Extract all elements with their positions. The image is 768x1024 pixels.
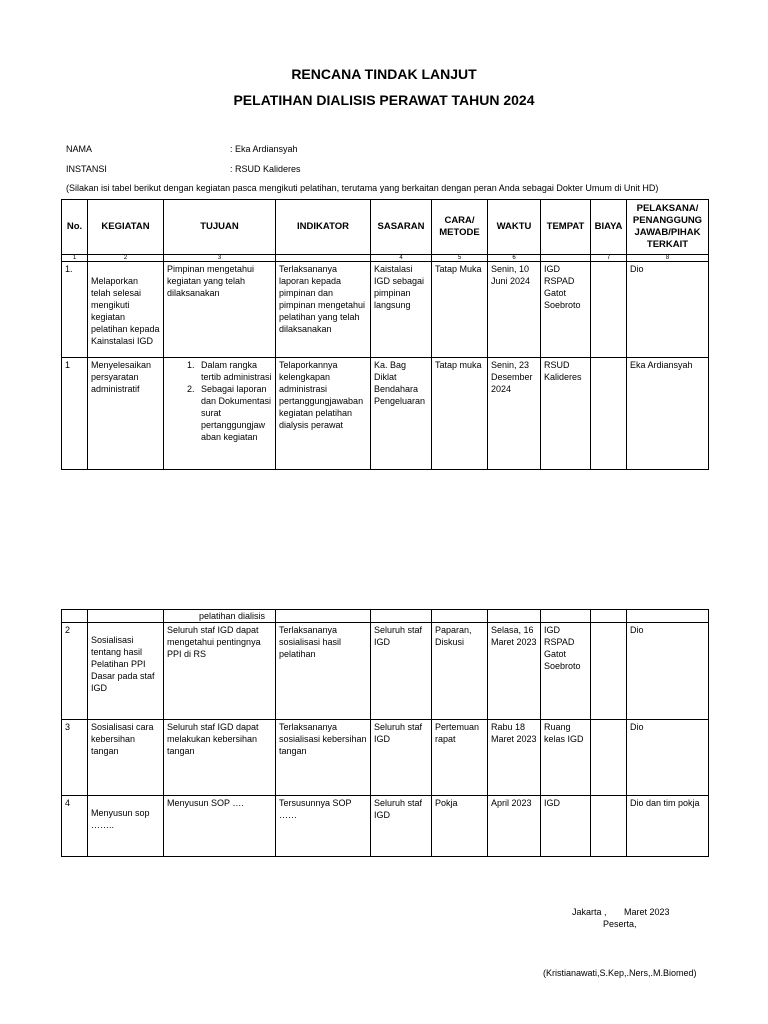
cell-tempat: IGD RSPAD Gatot Soebroto bbox=[541, 623, 591, 720]
tujuan-list bbox=[167, 359, 272, 443]
column-number: 4 bbox=[371, 255, 432, 262]
signature-role: Peserta, bbox=[603, 919, 637, 929]
plan-table bbox=[61, 199, 709, 470]
instruction-text: (Silakan isi tabel berikut dengan kegiatan pasca mengikuti pelatihan, terutama yang berkaitan dengan peran Anda sebagai Dokter Umum di Unit HD) bbox=[66, 183, 659, 193]
continuation-row bbox=[62, 610, 709, 623]
instansi-value: : RSUD Kalideres bbox=[230, 164, 301, 174]
cell-tujuan: Pimpinan mengetahui kegiatan yang telah dilaksanakan bbox=[164, 262, 276, 358]
cell-sasaran: Seluruh staf IGD bbox=[371, 796, 432, 857]
cell-metode: Pertemuan rapat bbox=[432, 720, 488, 796]
instansi-label: INSTANSI bbox=[66, 164, 107, 174]
cell-tempat: IGD RSPAD Gatot Soebroto bbox=[541, 262, 591, 358]
cell-tujuan bbox=[164, 358, 276, 470]
cell-indikator: Terlaksananya sosialisasi hasil pelatihan bbox=[276, 623, 371, 720]
cell-indikator: Terlaksananya sosialisasi kebersihan tangan bbox=[276, 720, 371, 796]
cell-tempat: RSUD Kalideres bbox=[541, 358, 591, 470]
cell-kegiatan: Melaporkan telah selesai mengikuti kegiatan pelatihan kepada Kainstalasi IGD bbox=[88, 262, 164, 358]
cell-sasaran: Seluruh staf IGD bbox=[371, 623, 432, 720]
cell-waktu: Rabu 18 Maret 2023 bbox=[488, 720, 541, 796]
cell-no: 1 bbox=[62, 358, 88, 470]
column-number bbox=[541, 255, 591, 262]
cell-indikator: Terlaksananya laporan kepada pimpinan dan pimpinan mengetahui pelatihan yang telah dilaksanakan bbox=[276, 262, 371, 358]
column-number: 8 bbox=[627, 255, 709, 262]
cell-pelaksana: Dio bbox=[627, 720, 709, 796]
cell-metode: Tatap Muka bbox=[432, 262, 488, 358]
cell-indikator: Tersusunnya SOP …… bbox=[276, 796, 371, 857]
header-no: No. bbox=[62, 200, 88, 255]
column-number-row bbox=[62, 255, 709, 262]
tujuan-list-item: 2. Sebagai laporan dan Dokumentasi surat pertanggungjaw aban kegiatan bbox=[197, 383, 272, 443]
cell-biaya bbox=[591, 796, 627, 857]
document-title: RENCANA TINDAK LANJUT bbox=[291, 66, 477, 82]
nama-label: NAMA bbox=[66, 144, 93, 154]
cell-no: 2 bbox=[62, 623, 88, 720]
cell-no: 4 bbox=[62, 796, 88, 857]
cell-pelaksana: Dio bbox=[627, 623, 709, 720]
column-number: 1 bbox=[62, 255, 88, 262]
header-waktu: WAKTU bbox=[488, 200, 541, 255]
signature-place-date: Jakarta , Maret 2023 bbox=[572, 907, 670, 917]
column-number: 7 bbox=[591, 255, 627, 262]
header-pelaksana: PELAKSANA/ PENANGGUNG JAWAB/PIHAK TERKAIT bbox=[627, 200, 709, 255]
cell-sasaran: Seluruh staf IGD bbox=[371, 720, 432, 796]
nama-value: : Eka Ardiansyah bbox=[230, 144, 298, 154]
cell-tujuan: Menyusun SOP …. bbox=[164, 796, 276, 857]
cell-waktu: Senin, 10 Juni 2024 bbox=[488, 262, 541, 358]
table-row bbox=[62, 358, 709, 470]
table-row bbox=[62, 262, 709, 358]
header-metode: CARA/ METODE bbox=[432, 200, 488, 255]
cell-biaya bbox=[591, 358, 627, 470]
cell-kegiatan: Menyelesaikan persyaratan administratif bbox=[88, 358, 164, 470]
plan-table-continued bbox=[61, 609, 709, 857]
cell-waktu: Senin, 23 Desember 2024 bbox=[488, 358, 541, 470]
column-number: 3 bbox=[164, 255, 276, 262]
cell-no: 1. bbox=[62, 262, 88, 358]
cell-kegiatan: Sosialisasi tentang hasil Pelatihan PPI Dasar pada staf IGD bbox=[88, 623, 164, 720]
cell-waktu: Selasa, 16 Maret 2023 bbox=[488, 623, 541, 720]
cell-kegiatan: Menyusun sop …….. bbox=[88, 796, 164, 857]
cell-pelaksana: Eka Ardiansyah bbox=[627, 358, 709, 470]
cell-pelaksana: Dio dan tim pokja bbox=[627, 796, 709, 857]
header-tempat: TEMPAT bbox=[541, 200, 591, 255]
header-kegiatan: KEGIATAN bbox=[88, 200, 164, 255]
tujuan-list-item: 1. Dalam rangka tertib administrasi bbox=[197, 359, 272, 383]
cell-tempat: IGD bbox=[541, 796, 591, 857]
header-biaya: BIAYA bbox=[591, 200, 627, 255]
cell-kegiatan: Sosialisasi cara kebersihan tangan bbox=[88, 720, 164, 796]
cell-pelaksana: Dio bbox=[627, 262, 709, 358]
table-header-row bbox=[62, 200, 709, 255]
cell-biaya bbox=[591, 623, 627, 720]
cell-tujuan: Seluruh staf IGD dapat mengetahui pentingnya PPI di RS bbox=[164, 623, 276, 720]
column-number: 5 bbox=[432, 255, 488, 262]
table-row bbox=[62, 720, 709, 796]
cell-tempat: Ruang kelas IGD bbox=[541, 720, 591, 796]
column-number: 6 bbox=[488, 255, 541, 262]
cell-tujuan: Seluruh staf IGD dapat melakukan kebersihan tangan bbox=[164, 720, 276, 796]
cell-metode: Paparan, Diskusi bbox=[432, 623, 488, 720]
cell-metode: Pokja bbox=[432, 796, 488, 857]
continuation-text: pelatihan dialisis bbox=[164, 610, 276, 623]
cell-sasaran: Kaistalasi IGD sebagai pimpinan langsung bbox=[371, 262, 432, 358]
cell-no: 3 bbox=[62, 720, 88, 796]
cell-indikator: Telaporkannya kelengkapan administrasi pertanggungjawaban kegiatan pelatihan dialysis perawat bbox=[276, 358, 371, 470]
cell-metode: Tatap muka bbox=[432, 358, 488, 470]
header-indikator: INDIKATOR bbox=[276, 200, 371, 255]
signature-name: (Kristianawati,S.Kep,.Ners,.M.Biomed) bbox=[543, 968, 697, 978]
column-number bbox=[276, 255, 371, 262]
table-row bbox=[62, 796, 709, 857]
header-tujuan: TUJUAN bbox=[164, 200, 276, 255]
cell-biaya bbox=[591, 720, 627, 796]
table-row bbox=[62, 623, 709, 720]
cell-biaya bbox=[591, 262, 627, 358]
cell-sasaran: Ka. Bag Diklat Bendahara Pengeluaran bbox=[371, 358, 432, 470]
cell-waktu: April 2023 bbox=[488, 796, 541, 857]
column-number: 2 bbox=[88, 255, 164, 262]
document-subtitle: PELATIHAN DIALISIS PERAWAT TAHUN 2024 bbox=[233, 92, 535, 108]
header-sasaran: SASARAN bbox=[371, 200, 432, 255]
